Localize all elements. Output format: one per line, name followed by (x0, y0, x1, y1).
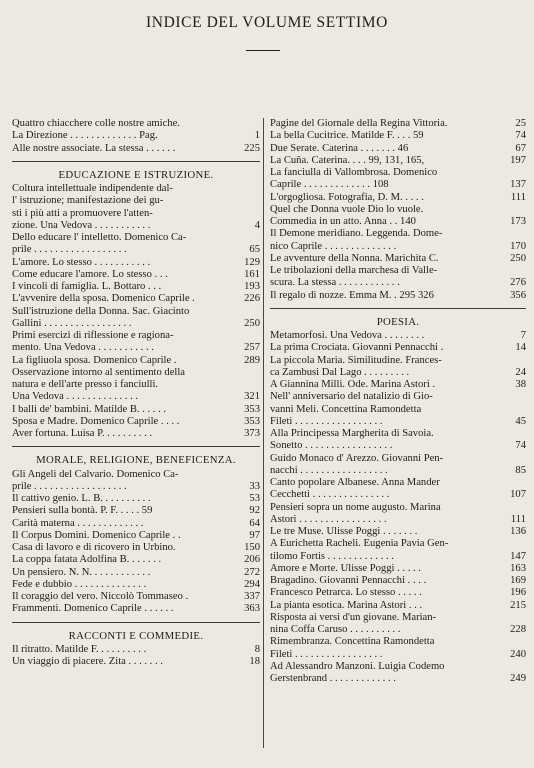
index-entry-line (12, 183, 260, 195)
page-number: 226 (244, 293, 260, 305)
page-number: 25 (515, 118, 526, 129)
index-entry-line (12, 208, 260, 220)
entry-text: sti i più atti a promuovere l'atten- (12, 207, 153, 219)
index-entry-line (270, 228, 526, 240)
index-entry-line (12, 505, 260, 517)
index-entry-line (12, 118, 260, 130)
entry-text: Primi esercizi di riflessione e ragiona- (12, 330, 174, 341)
entry-text: Un viaggio di piacere. Zita . . . . . . . (12, 656, 163, 667)
entry-text: Aver fortuna. Luisa P. . . . . . . . . . (12, 428, 153, 439)
index-entry-line (270, 404, 526, 416)
page-number: 4 (254, 219, 260, 231)
page-number: 173 (510, 216, 526, 227)
index-entry-line (270, 192, 526, 204)
index-entry-line (12, 567, 260, 579)
page-number: 1 (254, 130, 260, 142)
index-entry-line (270, 538, 526, 550)
entry-text: Francesco Petrarca. Lo stesso . . . . . (270, 587, 422, 599)
index-entry-line (270, 204, 526, 216)
index-entry-line (12, 318, 260, 330)
entry-text: Una Vedova . . . . . . . . . . . . . . (12, 391, 139, 403)
page-number: 111 (510, 191, 526, 203)
page-number: 129 (244, 256, 260, 268)
page-number: 289 (244, 354, 260, 366)
entry-text: La bella Cucitrice. Matilde F. . . . 59 (270, 130, 424, 142)
entry-text: l' istruzione; manifestazione dei gu- (12, 195, 164, 207)
page-number: 225 (244, 142, 260, 154)
index-entry-line (12, 542, 260, 554)
page-number: 356 (510, 289, 526, 301)
entry-text: Alle nostre associate. La stessa . . . . . . (12, 142, 176, 154)
section-rule (12, 161, 260, 162)
index-entry-line (270, 130, 526, 142)
page-number: 169 (510, 575, 526, 586)
entry-text: Coltura intellettuale indipendente dal- (12, 183, 173, 194)
entry-text: natura e dell'arte presso i fanciulli. (12, 379, 159, 390)
page-number: 228 (510, 624, 526, 635)
index-entry-line (270, 265, 526, 277)
entry-text: Fileti . . . . . . . . . . . . . . . . . (270, 415, 383, 427)
index-entry-line (12, 554, 260, 566)
section-heading: MORALE, RELIGIONE, BENEFICENZA. (36, 454, 236, 467)
page-number: 97 (249, 529, 260, 541)
page-number: 8 (254, 643, 260, 655)
entry-text: Due Serate. Caterina . . . . . . . 46 (270, 142, 409, 154)
index-entry-line (12, 391, 260, 403)
page-number: 206 (244, 554, 260, 566)
index-entry-line (270, 167, 526, 179)
index-entry-line (270, 179, 526, 191)
index-entry-line (12, 293, 260, 305)
section-rule (12, 446, 260, 447)
index-entry-line (270, 143, 526, 155)
index-entry-line (270, 253, 526, 265)
entry-text: Il ritratto. Matilde F. . . . . . . . . . (12, 643, 147, 655)
index-entry-line (270, 502, 526, 514)
index-entry-line (12, 306, 260, 318)
page-number: 215 (510, 599, 526, 611)
page-number: 7 (520, 330, 526, 341)
entry-text: Bragadino. Giovanni Pennacchi . . . . (270, 575, 427, 586)
index-entry-line (12, 591, 260, 603)
index-entry-line (270, 330, 526, 342)
entry-text: nacchi . . . . . . . . . . . . . . . . . (270, 464, 388, 476)
page-number: 150 (244, 542, 260, 553)
section-heading: RACCONTI E COMMEDIE. (68, 629, 204, 642)
page-number: 193 (244, 281, 260, 292)
page-number: 353 (244, 415, 260, 427)
index-entry-line (12, 232, 260, 244)
page-number: 85 (515, 464, 526, 476)
page-number: 249 (510, 673, 526, 684)
page-number: 53 (249, 493, 260, 504)
entry-text: L'orgogliosa. Fotografia, D. M. . . . . (270, 191, 424, 203)
index-entry-line (270, 465, 526, 477)
index-entry-line (12, 195, 260, 207)
index-entry-line (270, 216, 526, 228)
index-entry-line (270, 379, 526, 391)
entry-text: nina Coffa Caruso . . . . . . . . . . (270, 624, 401, 635)
index-entry-line (270, 477, 526, 489)
index-entry-line (12, 281, 260, 293)
entry-text: ca Zambusi Dal Lago . . . . . . . . . (270, 366, 410, 378)
entry-text: L'avvenire della sposa. Domenico Caprile . (12, 293, 195, 305)
index-entry-line (12, 367, 260, 379)
page-number: 294 (244, 578, 260, 590)
page-number: 337 (244, 591, 260, 602)
page-number: 276 (510, 277, 526, 289)
page-number: 272 (244, 566, 260, 578)
entry-text: Nell' anniversario del natalizio di Gio- (270, 391, 433, 403)
entry-text: Gerstenbrand . . . . . . . . . . . . . (270, 673, 396, 684)
index-entry-line (12, 257, 260, 269)
entry-text: Canto popolare Albanese. Anna Mander (270, 477, 440, 488)
page-number: 321 (244, 391, 260, 403)
entry-text: Frammenti. Domenico Caprile . . . . . . (12, 603, 174, 615)
page-number: 147 (510, 550, 526, 562)
entry-text: Come educare l'amore. Lo stesso . . . (12, 268, 168, 280)
entry-text: Un pensiero. N. N. . . . . . . . . . . . (12, 566, 151, 578)
entry-text: zione. Una Vedova . . . . . . . . . . . (12, 219, 151, 231)
section-heading: EDUCAZIONE E ISTRUZIONE. (58, 168, 214, 181)
title-rule (246, 50, 280, 51)
entry-text: Le tre Muse. Ulisse Poggi . . . . . . . (270, 526, 418, 537)
index-entry-line (270, 241, 526, 253)
entry-text: Astori . . . . . . . . . . . . . . . . . (270, 513, 387, 525)
entry-text: Sonetto . . . . . . . . . . . . . . . . . (270, 440, 393, 452)
page-number: 67 (515, 142, 526, 154)
section-rule (270, 308, 526, 309)
index-entry-line (12, 481, 260, 493)
entry-text: Rimembranza. Concettina Ramondetta (270, 636, 435, 648)
page-number: 18 (249, 656, 260, 667)
index-entry-line (12, 579, 260, 591)
index-entry-line (270, 636, 526, 648)
entry-text: Sull'istruzione della Donna. Sac. Giacinto (12, 305, 190, 317)
index-entry-line (270, 661, 526, 673)
entry-text: prile . . . . . . . . . . . . . . . . . . (12, 244, 127, 256)
index-entry-line (12, 416, 260, 428)
index-entry-line (270, 391, 526, 403)
page-number: 240 (510, 648, 526, 660)
entry-text: Pensieri sulla bontà. P. F. . . . . 59 (12, 505, 153, 517)
entry-text: Cecchetti . . . . . . . . . . . . . . . (270, 489, 390, 501)
entry-text: Quel che Donna vuole Dio lo vuole. (270, 203, 424, 215)
page-number: 137 (510, 179, 526, 191)
page-number: 64 (249, 517, 260, 529)
entry-text: vanni Meli. Concettina Ramondetta (270, 403, 422, 415)
entry-text: La figliuola sposa. Domenico Caprile . (12, 354, 177, 366)
entry-text: Il coraggio del vero. Niccolò Tommaseo . (12, 591, 189, 602)
right-column (270, 118, 526, 685)
entry-text: Il regalo di nozze. Emma M. . 295 326 (270, 289, 434, 301)
page-number: 196 (510, 587, 526, 599)
page-number: 250 (510, 252, 526, 264)
index-entry-line (12, 644, 260, 656)
entry-text: L'amore. Lo stesso . . . . . . . . . . . (12, 256, 151, 268)
index-entry-line (270, 612, 526, 624)
index-entry-line (12, 469, 260, 481)
entry-text: La fanciulla di Vallombrosa. Domenico (270, 167, 438, 178)
index-entry-line (12, 130, 260, 142)
index-entry-line (12, 342, 260, 354)
index-entry-line (12, 330, 260, 342)
index-entry-line (270, 155, 526, 167)
entry-text: La coppa fatata Adolfina B. . . . . . . (12, 554, 162, 566)
index-entry-line (270, 416, 526, 428)
index-entry-line (12, 656, 260, 668)
entry-text: La pianta esotica. Marina Astori . . . (270, 599, 423, 611)
column-divider (263, 118, 264, 748)
index-entry-line (12, 530, 260, 542)
entry-text: La piccola Maria. Similitudine. Frances- (270, 354, 442, 366)
index-entry-line (12, 428, 260, 440)
page-number: 24 (515, 366, 526, 378)
index-entry-line (270, 440, 526, 452)
entry-text: Fede e dubbio . . . . . . . . . . . . . . (12, 578, 147, 590)
entry-text: Dello educare l' intelletto. Domenico Ca- (12, 232, 187, 243)
entry-text: Pagine del Giornale della Regina Vittoria. (270, 118, 448, 129)
entry-text: Caprile . . . . . . . . . . . . . 108 (270, 179, 389, 191)
index-entry-line (270, 453, 526, 465)
entry-text: Carità materna . . . . . . . . . . . . . (12, 517, 144, 529)
page-number: 161 (244, 268, 260, 280)
page-number: 373 (244, 428, 260, 439)
page-number: 14 (515, 342, 526, 354)
page-number: 92 (249, 505, 260, 517)
entry-text: Risposta ai versi d'un giovane. Marian- (270, 611, 437, 623)
page-number: 107 (510, 489, 526, 501)
index-entry-line (12, 404, 260, 416)
index-entry-line (270, 526, 526, 538)
index-entry-line (270, 428, 526, 440)
entry-text: scura. La stessa . . . . . . . . . . . . (270, 277, 400, 289)
entry-text: Metamorfosi. Una Vedova . . . . . . . . (270, 330, 425, 341)
entry-text: Fileti . . . . . . . . . . . . . . . . . (270, 648, 383, 660)
index-entry-line (12, 603, 260, 615)
page-number: 353 (244, 403, 260, 415)
index-entry-line (12, 518, 260, 530)
entry-text: La Direzione . . . . . . . . . . . . . Pag. (12, 130, 158, 142)
index-entry-line (270, 367, 526, 379)
left-column (12, 118, 260, 668)
entry-text: Le tribolazioni della marchesa di Valle- (270, 265, 438, 276)
entry-text: Guido Monaco d' Arezzo. Giovanni Pen- (270, 452, 444, 464)
entry-text: mento. Una Vedova . . . . . . . . . . . (12, 342, 154, 354)
index-entry-line (270, 118, 526, 130)
index-entry-line (12, 220, 260, 232)
index-entry-line (270, 551, 526, 563)
entry-text: Gli Angeli del Calvario. Domenico Ca- (12, 468, 179, 480)
index-entry-line (270, 649, 526, 661)
entry-text: Le avventure della Nonna. Marichita C. (270, 252, 439, 264)
page-number: 170 (510, 240, 526, 252)
page-number: 250 (244, 317, 260, 329)
entry-text: Pensieri sopra un nome augusto. Marina (270, 501, 441, 513)
page-number: 363 (244, 603, 260, 615)
page-number: 45 (515, 415, 526, 427)
entry-text: Commedia in un atto. Anna . . 140 (270, 216, 416, 227)
index-entry-line (12, 269, 260, 281)
page-number: 163 (510, 562, 526, 574)
entry-text: La Cuña. Caterina. . . . 99, 131, 165, (270, 154, 425, 166)
page-number: 257 (244, 342, 260, 354)
entry-text: nico Caprile . . . . . . . . . . . . . . (270, 240, 397, 252)
entry-text: Il Corpus Domini. Domenico Caprile . . (12, 529, 181, 541)
index-entry-line (270, 600, 526, 612)
page-number: 74 (515, 440, 526, 452)
index-entry-line (12, 379, 260, 391)
page-number: 38 (515, 379, 526, 390)
page-number: 74 (515, 130, 526, 142)
index-entry-line (270, 673, 526, 685)
index-entry-line (270, 489, 526, 501)
entry-text: Osservazione intorno al sentimento della (12, 366, 185, 378)
index-entry-line (12, 143, 260, 155)
page-number: 197 (510, 154, 526, 166)
index-entry-line (12, 493, 260, 505)
index-entry-line (12, 244, 260, 256)
index-entry-line (270, 575, 526, 587)
entry-text: prile . . . . . . . . . . . . . . . . . . (12, 480, 127, 492)
index-entry-line (270, 587, 526, 599)
index-entry-line (270, 277, 526, 289)
entry-text: tilomo Fortis . . . . . . . . . . . . . (270, 550, 394, 562)
index-entry-line (12, 355, 260, 367)
entry-text: La prima Crociata. Giovanni Pennacchi . (270, 342, 444, 354)
entry-text: Gallini . . . . . . . . . . . . . . . . . (12, 317, 132, 329)
entry-text: Il Demone meridiano. Leggenda. Dome- (270, 228, 443, 240)
entry-text: Il cattivo genio. L. B. . . . . . . . . . (12, 493, 151, 504)
section-heading: POESIA. (376, 315, 420, 328)
entry-text: I vincoli di famiglia. L. Bottaro . . . (12, 281, 162, 292)
entry-text: Sposa e Madre. Domenico Caprile . . . . (12, 415, 180, 427)
page-title: INDICE DEL VOLUME SETTIMO (146, 14, 388, 31)
entry-text: Casa di lavoro e di ricovero in Urbino. (12, 542, 176, 553)
page-number: 65 (249, 244, 260, 256)
entry-text: I balli de' bambini. Matilde B. . . . . . (12, 403, 167, 415)
page-number: 33 (249, 480, 260, 492)
entry-text: A Eurichetta Racheli. Eugenia Pavia Gen- (270, 538, 449, 550)
page-number: 136 (510, 526, 526, 537)
entry-text: Quattro chiacchere colle nostre amiche. (12, 118, 180, 129)
index-entry-line (270, 342, 526, 354)
index-entry-line (270, 514, 526, 526)
entry-text: Amore e Morte. Ulisse Poggi . . . . . (270, 562, 421, 574)
entry-text: Alla Principessa Margherita di Savoia. (270, 428, 434, 439)
entry-text: A Giannina Milli. Ode. Marina Astori . (270, 379, 436, 390)
section-rule (12, 622, 260, 623)
index-entry-line (270, 355, 526, 367)
entry-text: Ad Alessandro Manzoni. Luigia Codemo (270, 660, 445, 672)
index-entry-line (270, 624, 526, 636)
index-entry-line (270, 290, 526, 302)
index-entry-line (270, 563, 526, 575)
page-number: 111 (510, 513, 526, 525)
